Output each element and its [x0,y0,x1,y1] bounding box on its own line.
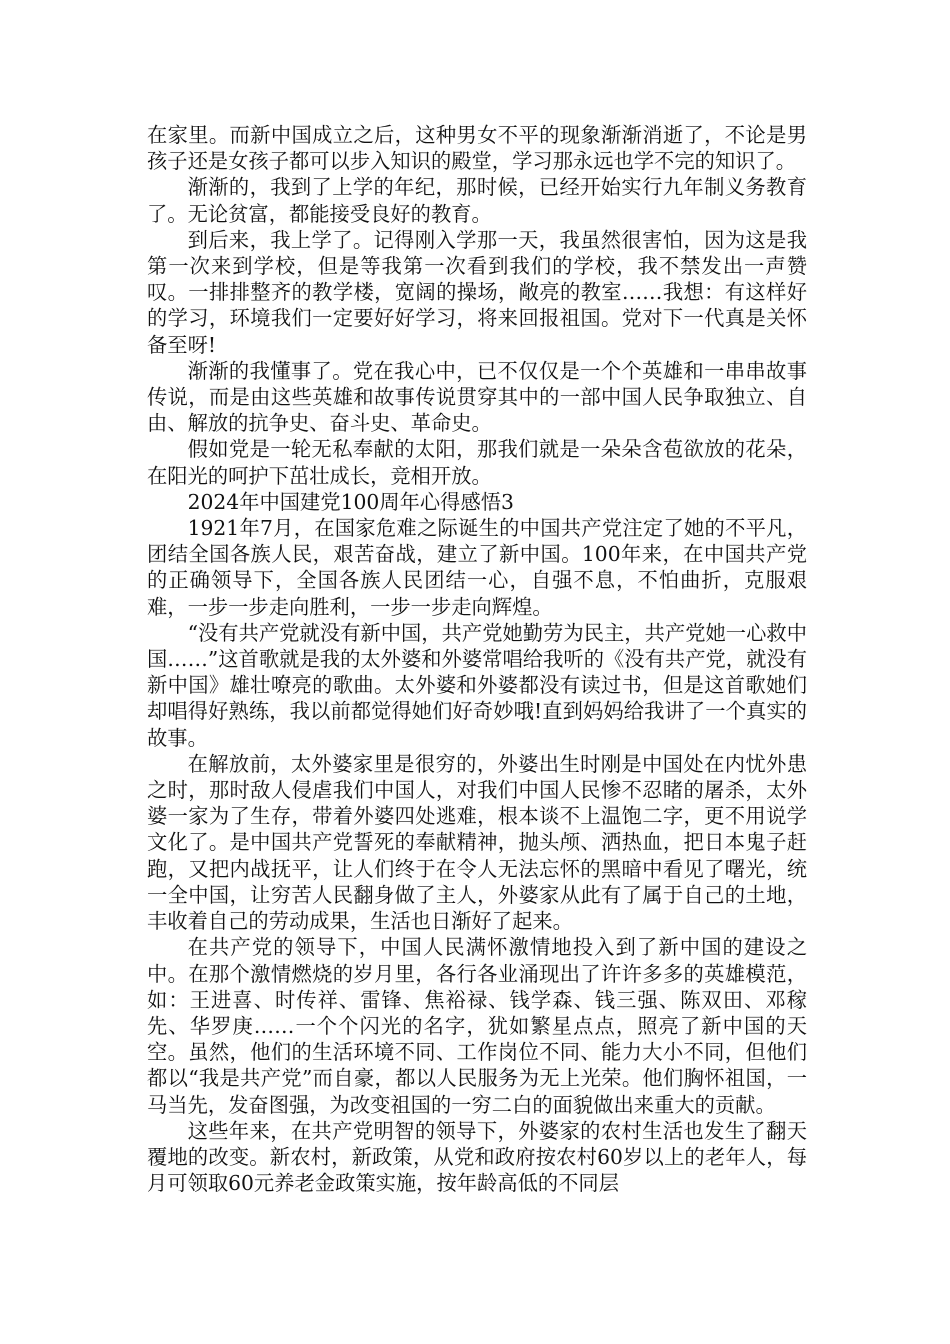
section-heading: 2024年中国建党100周年心得感悟3 [187,489,514,514]
paragraph: “没有共产党就没有新中国，共产党她勤劳为民主，共产党她一心救中国……”这首歌就是我的太外婆和外婆常唱给我听的《没有共产党，就没有新中国》雄壮嘹亮的歌曲。太外婆和外婆都没有读过书，但是这首歌她们却唱得好熟练，我以前都觉得她们好奇妙哦!直到妈妈给我讲了一个真实的故事。 [147,620,807,750]
paragraph: 到后来，我上学了。记得刚入学那一天，我虽然很害怕，因为这是我第一次来到学校，但是等我第一次看到我们的学校，我不禁发出一声赞叹。一排排整齐的教学楼，宽阔的操场，敞亮的教室……我想：有这样好的学习，环境我们一定要好好学习，将来回报祖国。党对下一代真是关怀备至呀! [147,227,807,357]
paragraph: 1921年7月，在国家危难之际诞生的中国共产党注定了她的不平凡，团结全国各族人民，艰苦奋战，建立了新中国。100年来，在中国共产党的正确领导下，全国各族人民团结一心，自强不息，不怕曲折，克服艰难，一步一步走向胜利，一步一步走向辉煌。 [147,516,807,619]
paragraph: 在共产党的领导下，中国人民满怀激情地投入到了新中国的建设之中。在那个激情燃烧的岁月里，各行各业涌现出了许许多多的英雄模范，如：王进喜、时传祥、雷锋、焦裕禄、钱学森、钱三强、陈双田、邓稼先、华罗庚……一个个闪光的名字，犹如繁星点点，照亮了新中国的天空。虽然，他们的生活环境不同、工作岗位不同、能力大小不同，但他们都以“我是共产党”而自豪，都以人民服务为无上光荣。他们胸怀祖国，一马当先，发奋图强，为改变祖国的一穷二白的面貌做出来重大的贡献。 [147,935,807,1117]
paragraph: 渐渐的我懂事了。党在我心中，已不仅仅是一个个英雄和一串串故事传说，而是由这些英雄和故事传说贯穿其中的一部中国人民争取独立、自由、解放的抗争史、奋斗史、革命史。 [147,358,807,436]
document-page [147,122,807,1196]
paragraph: 渐渐的，我到了上学的年纪，那时候，已经开始实行九年制义务教育了。无论贫富，都能接受良好的教育。 [147,175,807,226]
paragraph: 在解放前，太外婆家里是很穷的，外婆出生时刚是中国处在内忧外患之时，那时敌人侵虐我们中国人，对我们中国人民惨不忍睹的屠杀，太外婆一家为了生存，带着外婆四处逃难，根本谈不上温饱二字，更不用说学文化了。是中国共产党誓死的奉献精神，抛头颅、洒热血，把日本鬼子赶跑，又把内战抚平，让人们终于在令人无法忘怀的黑暗中看见了曙光，统一全中国，让穷苦人民翻身做了主人，外婆家从此有了属于自己的土地，丰收着自己的劳动成果，生活也日渐好了起来。 [147,751,807,934]
paragraph: 假如党是一轮无私奉献的太阳，那我们就是一朵朵含苞欲放的花朵，在阳光的呵护下茁壮成长，竞相开放。 [147,437,807,488]
paragraph: 这些年来，在共产党明智的领导下，外婆家的农村生活也发生了翻天覆地的改变。新农村，新政策，从党和政府按农村60岁以上的老年人，每月可领取60元养老金政策实施，按年龄高低的不同层 [147,1118,807,1196]
paragraph: 在家里。而新中国成立之后，这种男女不平的现象渐渐消逝了，不论是男孩子还是女孩子都可以步入知识的殿堂，学习那永远也学不完的知识了。 [147,123,807,174]
